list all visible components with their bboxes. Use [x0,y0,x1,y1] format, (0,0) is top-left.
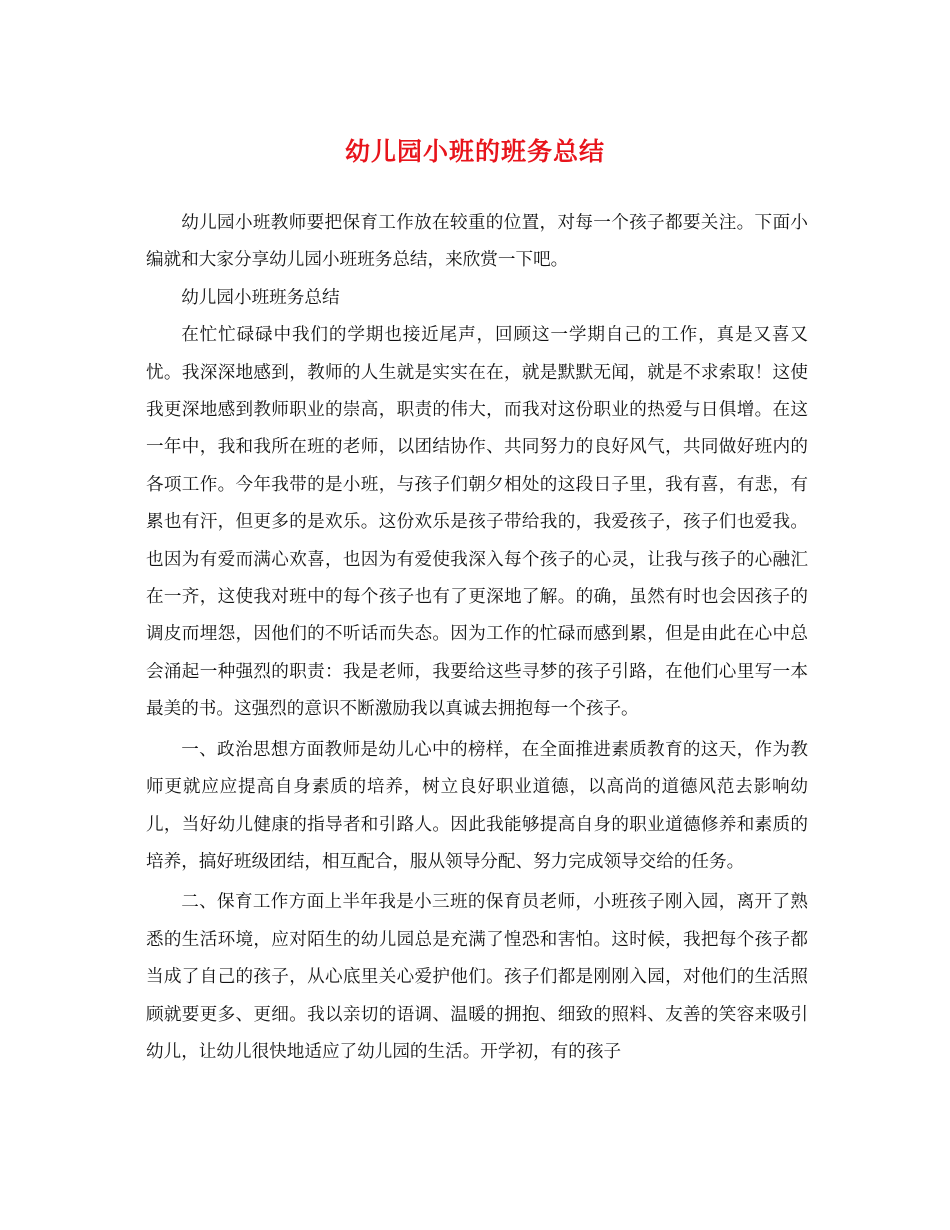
document-body [146,205,808,1071]
section-heading: 幼儿园小班班务总结 [181,287,340,308]
political-paragraph: 一、政治思想方面教师是幼儿心中的榜样，在全面推进素质教育的这天，作为教师更就应应提高自身素质的培养，树立良好职业道德，以高尚的道德风范去影响幼儿，当好幼儿健康的指导者和引路人。因此我能够提高自身的职业道德修养和素质的培养，搞好班级团结，相互配合，服从领导分配、努力完成领导交给的任务。 [146,739,808,872]
care-work-paragraph: 二、保育工作方面上半年我是小三班的保育员老师，小班孩子刚入园，离开了熟悉的生活环境，应对陌生的幼儿园总是充满了惶恐和害怕。这时候，我把每个孩子都当成了自己的孩子，从心底里关心爱护他们。孩子们都是刚刚入园，对他们的生活照顾就要更多、更细。我以亲切的语调、温暖的拥抱、细致的照料、友善的笑容来吸引幼儿，让幼儿很快地适应了幼儿园的生活。开学初，有的孩子 [146,892,808,1062]
document-title: 幼儿园小班的班务总结 [344,137,605,166]
intro-paragraph: 幼儿园小班教师要把保育工作放在较重的位置，对每一个孩子都要关注。下面小编就和大家分享幼儿园小班班务总结，来欣赏一下吧。 [146,213,808,271]
summary-paragraph: 在忙忙碌碌中我们的学期也接近尾声，回顾这一学期自己的工作，真是又喜又忧。我深深地感到，教师的人生就是实实在在，就是默默无闻，就是不求索取！这使我更深地感到教师职业的崇高，职责的伟大，而我对这份职业的热爱与日俱增。在这一年中，我和我所在班的老师，以团结协作、共同努力的良好风气，共同做好班内的各项工作。今年我带的是小班，与孩子们朝夕相处的这段日子里，我有喜，有悲，有累也有汗，但更多的是欢乐。这份欢乐是孩子带给我的，我爱孩子，孩子们也爱我。也因为有爱而满心欢喜，也因为有爱使我深入每个孩子的心灵，让我与孩子的心融汇在一齐，这使我对班中的每个孩子也有了更深地了解。的确，虽然有时也会因孩子的调皮而埋怨，因他们的不听话而失态。因为工作的忙碌而感到累，但是由此在心中总会涌起一种强烈的职责：我是老师，我要给这些寻梦的孩子引路，在他们心里写一本最美的书。这强烈的意识不断激励我以真诚去拥抱每一个孩子。 [146,325,808,720]
